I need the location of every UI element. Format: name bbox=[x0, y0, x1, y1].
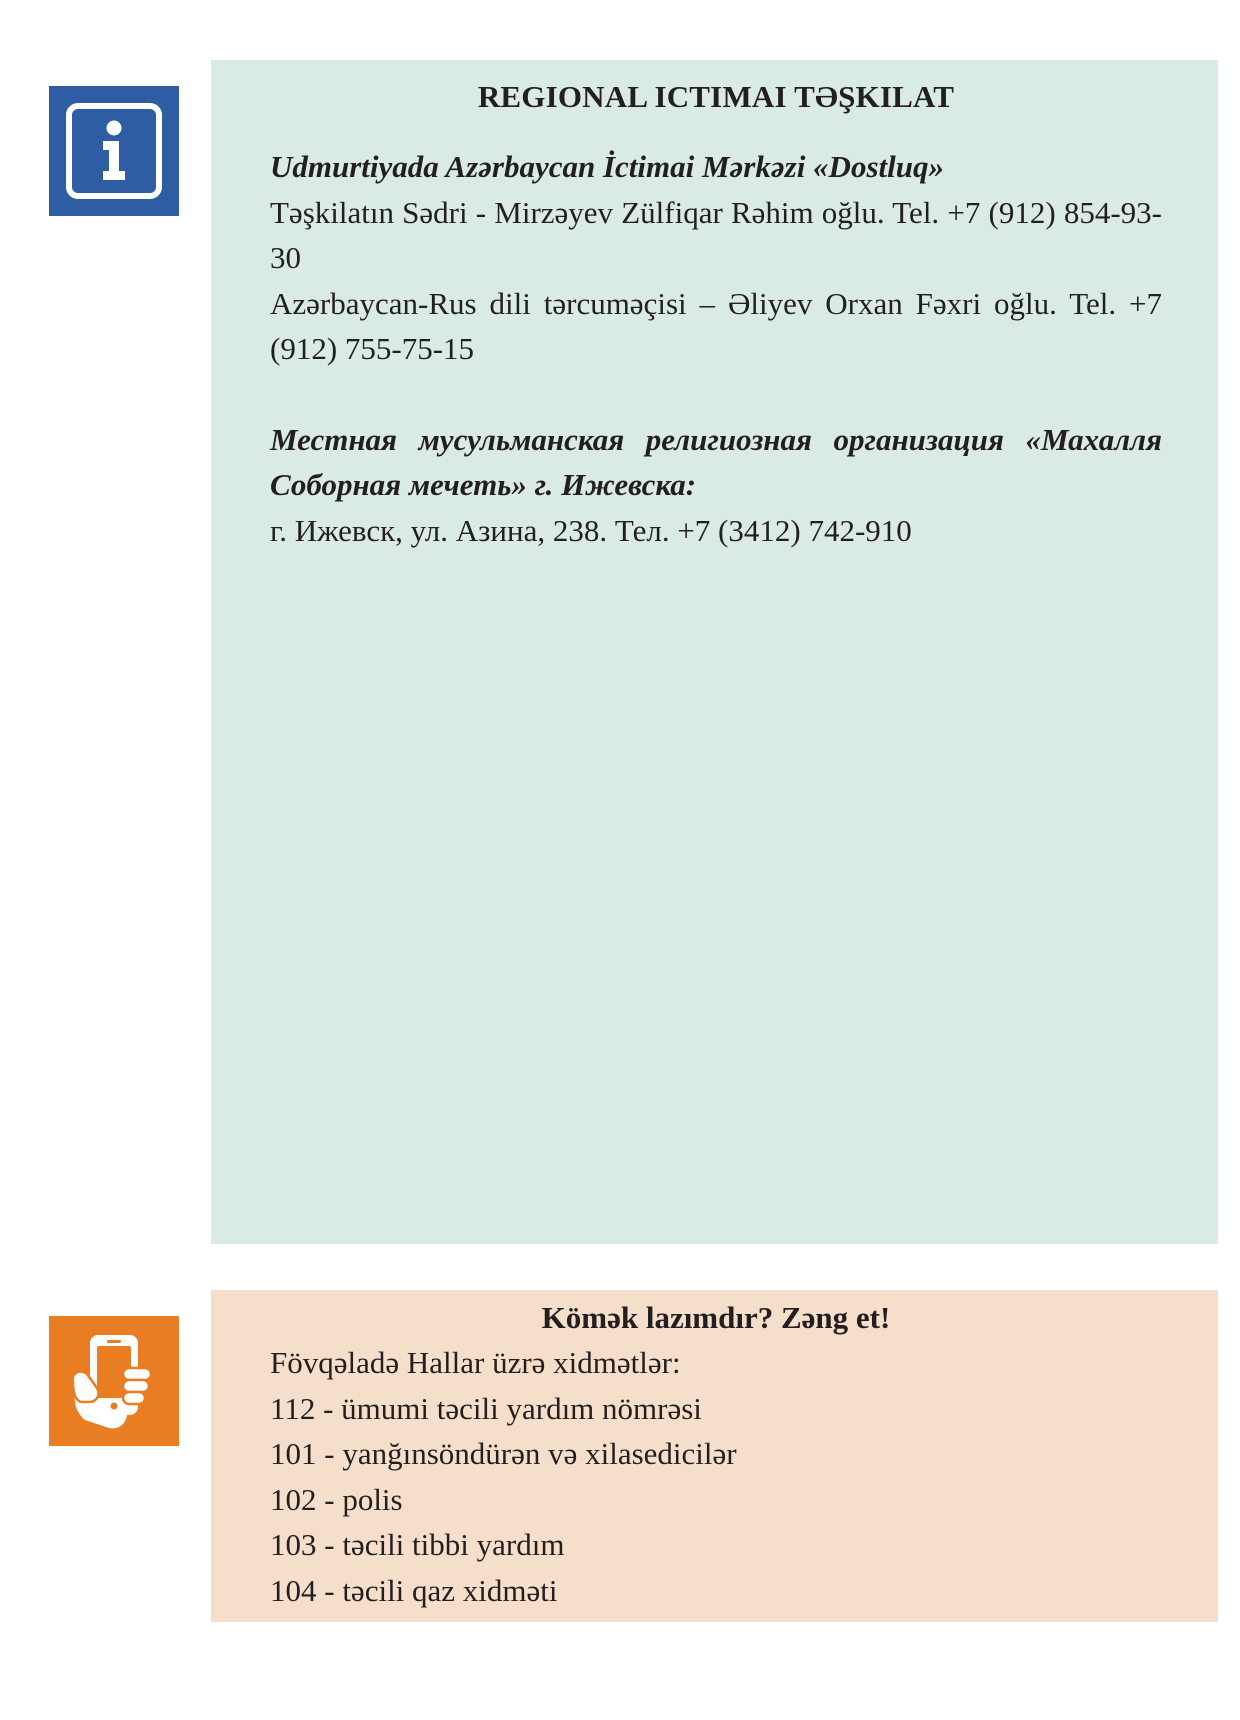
list-item: 112 - ümumi təcili yardım nömrəsi bbox=[270, 1390, 702, 1426]
help-title: Kömək lazımdır? Zəng et! bbox=[541, 1300, 891, 1335]
org-block-dostluq bbox=[270, 144, 1162, 372]
org-name: Udmurtiyada Azərbaycan İctimai Mərkəzi «Dostluq» bbox=[270, 149, 944, 184]
list-item: 102 - polis bbox=[270, 1481, 403, 1517]
org-block-mosque bbox=[270, 417, 1162, 554]
info-panel bbox=[211, 60, 1218, 1244]
list-item: 101 - yanğınsöndürən və xilasedicilər bbox=[270, 1436, 737, 1471]
spacer bbox=[270, 372, 1162, 417]
list-item: Fövqəladə Hallar üzrə xidmətlər: bbox=[270, 1345, 681, 1380]
panel-title: REGIONAL ICTIMAI TƏŞKILAT bbox=[477, 79, 955, 114]
phone-in-hand-icon bbox=[49, 1316, 179, 1446]
org-chairman-line: Təşkilatın Sədri - Mirzəyev Zülfiqar Rəhim oğlu. Tel. +7 (912) 854-93-30 bbox=[270, 194, 1162, 275]
org-address-line: г. Ижевск, ул. Азина, 238. Тел. +7 (3412) 742-910 bbox=[270, 512, 912, 548]
help-panel bbox=[211, 1290, 1218, 1622]
info-icon bbox=[49, 86, 179, 216]
list-item: 103 - təcili tibbi yardım bbox=[270, 1527, 565, 1562]
emergency-numbers-list bbox=[270, 1340, 1162, 1613]
org-name: Местная мусульманская религиозная организация «Махалля Соборная мечеть» г. Ижевска: bbox=[270, 421, 1162, 502]
org-translator-line: Azərbaycan-Rus dili tərcuməçisi – Əliyev Orxan Fəxri oğlu. Tel. +7 (912) 755-75-15 bbox=[270, 285, 1162, 366]
list-item: 104 - təcili qaz xidməti bbox=[270, 1572, 558, 1608]
